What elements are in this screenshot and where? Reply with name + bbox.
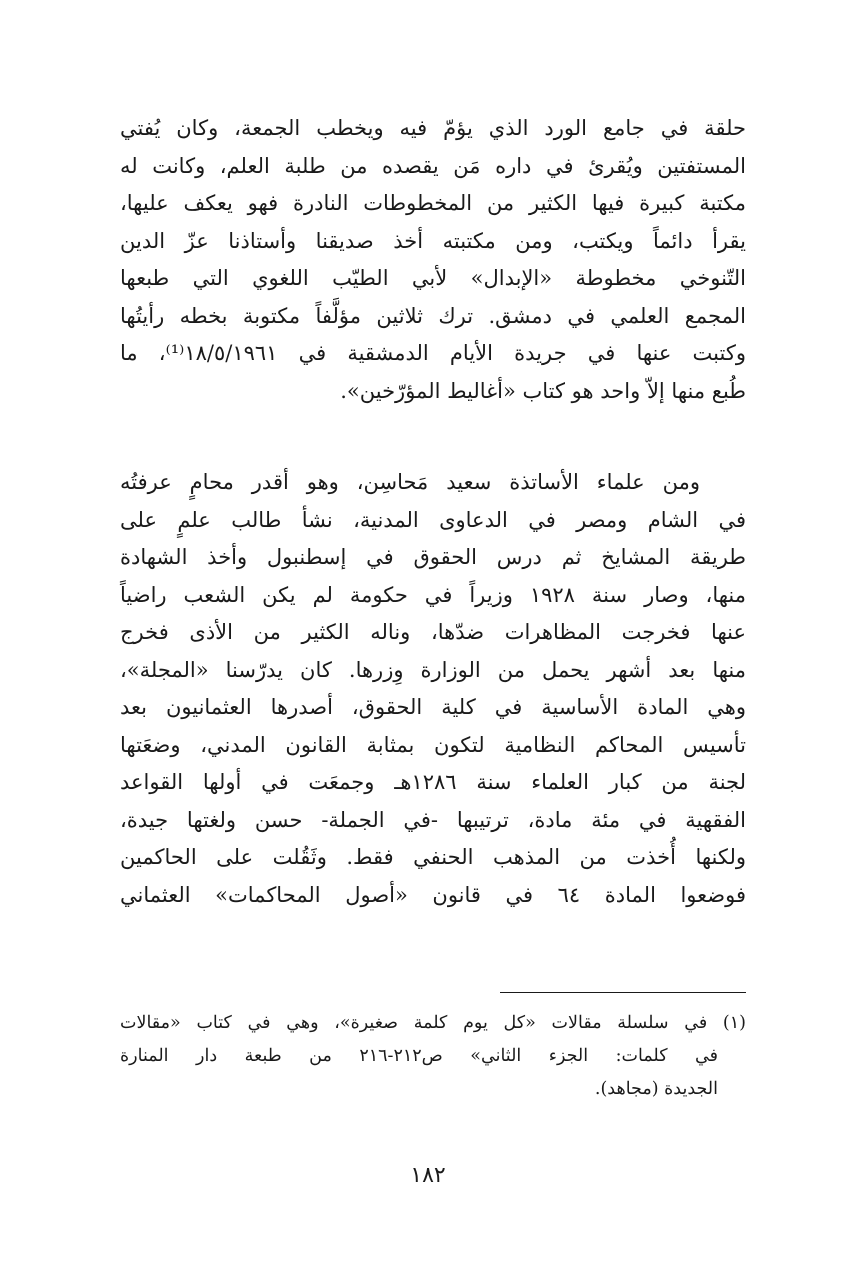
paragraph-line: منها، وصار سنة ١٩٢٨ وزيراً في حكومة لم يكن الشعب راضياً — [120, 582, 746, 607]
paragraph-line: المجمع العلمي في دمشق. ترك ثلاثين مؤلَّفاً مكتوبة بخطه رأيتُها — [120, 303, 746, 328]
paragraph-line: الفقهية في مئة مادة، ترتيبها -في الجملة- حسن ولغتها جيدة، — [120, 807, 746, 832]
paragraph-line: طُبع منها إلاّ واحد هو كتاب «أغاليط المؤرّخين». — [340, 378, 746, 403]
paragraph-line: لجنة من كبار العلماء سنة ١٢٨٦هـ وجمعَت في أولها القواعد — [120, 770, 746, 794]
paragraph-1 — [120, 110, 746, 410]
paragraph-line: يقرأ دائماً ويكتب، ومن مكتبته أخذ صديقنا وأستاذنا عزّ الدين — [120, 228, 746, 253]
paragraph-line: تأسيس المحاكم النظامية لتكون بمثابة القانون المدني، وضعَتها — [120, 732, 746, 757]
footnote-separator — [500, 992, 746, 993]
paragraph-line: مكتبة كبيرة فيها الكثير من المخطوطات النادرة فهو يعكف عليها، — [120, 191, 746, 215]
paragraph-line: التّنوخي مخطوطة «الإبدال» لأبي الطيّب اللغوي التي طبعها — [120, 266, 746, 290]
paragraph-line: المستفتين ويُقرئ في داره مَن يقصده من طلبة العلم، وكانت له — [120, 153, 746, 178]
paragraph-line: ومن علماء الأساتذة سعيد مَحاسِن، وهو أقدر محامٍ عرفتُه — [120, 470, 700, 494]
paragraph-line: ولكنها أُخذت من المذهب الحنفي فقط. وثَقُلت على الحاكمين — [120, 845, 746, 869]
paragraph-line: عنها فخرجت المظاهرات ضدّها، وناله الكثير من الأذى فخرج — [120, 620, 746, 644]
paragraph-line: وهي المادة الأساسية في كلية الحقوق، أصدرها العثمانيون بعد — [120, 695, 746, 719]
paragraph-line: في الشام ومصر في الدعاوى المدنية، نشأ طالب علمٍ على — [120, 507, 746, 532]
footnote-line: الجديدة (مجاهد). — [594, 1079, 718, 1099]
paragraph-line: فوضعوا المادة ٦٤ في قانون «أصول المحاكمات» العثماني — [120, 882, 746, 907]
paragraph-line: وكتبت عنها في جريدة الأيام الدمشقية في ١٨/٥/١٩٦١⁽¹⁾، ما — [120, 341, 746, 365]
paragraph-2 — [120, 464, 746, 914]
paragraph-line: طريقة المشايخ ثم درس الحقوق في إسطنبول وأخذ الشهادة — [120, 545, 746, 569]
footnote-line: في كلمات: الجزء الثاني» ص٢١٢-٢١٦ من طبعة دار المنارة — [120, 1046, 718, 1066]
footnote — [120, 1007, 746, 1106]
paragraph-line: حلقة في جامع الورد الذي يؤمّ فيه ويخطب الجمعة، وكان يُفتي — [120, 116, 746, 140]
page-number: ١٨٢ — [410, 1163, 446, 1188]
paragraph-line: منها بعد أشهر يحمل من الوزارة وِزرها. كان يدرّسنا «المجلة»، — [120, 657, 746, 682]
footnote-line: (١) في سلسلة مقالات «كل يوم كلمة صغيرة»، وهي في كتاب «مقالات — [120, 1013, 746, 1033]
